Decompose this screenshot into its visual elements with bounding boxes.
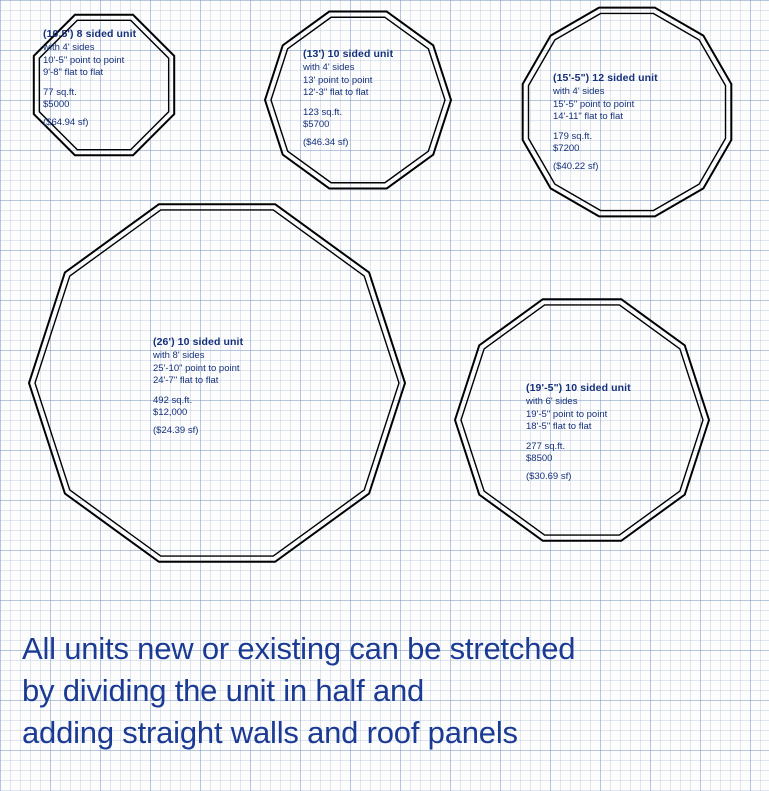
label-unit-13-10-sided	[303, 48, 393, 149]
unit-title: (15'-5") 12 sided unit	[553, 72, 658, 84]
unit-area: 179 sq.ft.	[553, 130, 593, 142]
unit-price-per-sf: ($24.39 sf)	[153, 425, 199, 437]
unit-title: (13') 10 sided unit	[303, 48, 394, 60]
spacer	[153, 387, 243, 395]
unit-price-per-sf: ($30.69 sf)	[526, 471, 572, 483]
unit-spec-line: with 4' sides	[553, 86, 605, 98]
unit-spec-line: 9'-8" flat to flat	[43, 66, 104, 78]
unit-spec-line: 13' point to point	[303, 74, 373, 86]
unit-title: (19'-5") 10 sided unit	[526, 382, 631, 394]
unit-spec-line: 18'-5" flat to flat	[526, 420, 592, 432]
unit-area: 492 sq.ft.	[153, 394, 193, 406]
spacer	[553, 123, 658, 131]
label-unit-8-sided	[43, 28, 136, 129]
unit-price-per-sf: ($40.22 sf)	[553, 161, 599, 173]
footer-line-1: All units new or existing can be stretched	[22, 631, 576, 666]
unit-area: 277 sq.ft.	[526, 440, 566, 452]
spacer	[303, 99, 393, 107]
unit-spec-line: 25'-10" point to point	[153, 362, 240, 374]
spacer	[43, 79, 136, 87]
unit-spec-line: 10'-5" point to point	[43, 54, 125, 66]
unit-price-per-sf: ($64.94 sf)	[43, 117, 89, 129]
unit-spec-line: 14'-11" flat to flat	[553, 110, 623, 122]
label-unit-26-10-sided	[153, 336, 243, 437]
unit-spec-line: with 8' sides	[153, 350, 205, 362]
unit-area: 123 sq.ft.	[303, 106, 343, 118]
unit-title: (10.5') 8 sided unit	[43, 28, 137, 40]
footer-note	[22, 628, 762, 754]
unit-spec-line: 15'-5" point to point	[553, 98, 635, 110]
unit-spec-line: 24'-7" flat to flat	[153, 374, 219, 386]
footer-line-3: adding straight walls and roof panels	[22, 715, 518, 751]
unit-spec-line: with 4' sides	[43, 42, 95, 54]
spacer	[526, 433, 631, 441]
unit-price: $5000	[43, 99, 70, 111]
label-unit-19-10-sided	[526, 382, 631, 483]
unit-spec-line: with 4' sides	[303, 62, 355, 74]
unit-title: (26') 10 sided unit	[153, 336, 244, 348]
unit-price: $12,000	[153, 407, 188, 419]
unit-price: $8500	[526, 453, 553, 465]
footer-line-2: by dividing the unit in half and	[22, 673, 425, 709]
unit-price: $7200	[553, 143, 580, 155]
unit-price-per-sf: ($46.34 sf)	[303, 137, 349, 149]
unit-spec-line: 19'-5" point to point	[526, 408, 608, 420]
unit-spec-line: with 6' sides	[526, 396, 578, 408]
unit-spec-line: 12'-3" flat to flat	[303, 86, 369, 98]
unit-price: $5700	[303, 119, 330, 131]
unit-area: 77 sq.ft.	[43, 86, 77, 98]
label-unit-15-12-sided	[553, 72, 658, 173]
